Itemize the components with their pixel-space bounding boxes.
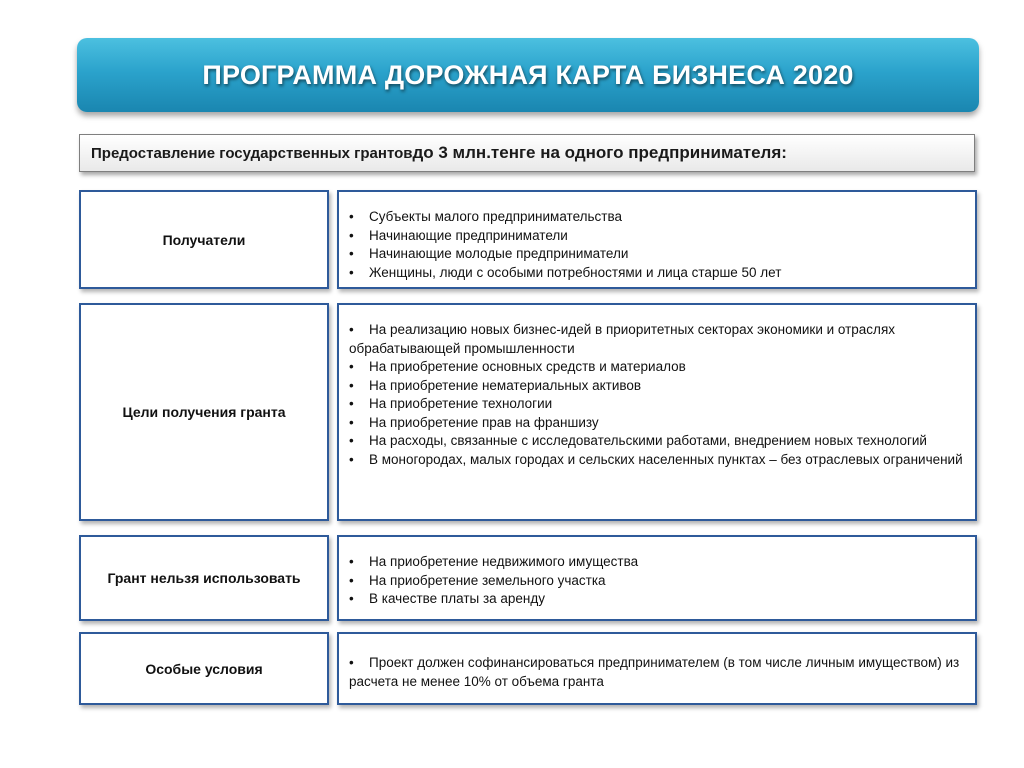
list-item (349, 377, 965, 396)
row-label-text: Особые условия (145, 660, 263, 677)
list-item-text: На приобретение прав на франшизу (369, 414, 599, 430)
subtitle-bar (79, 134, 975, 172)
row-label-text: Грант нельзя использовать (107, 570, 301, 586)
row-label-special-conditions (79, 632, 329, 705)
row-label-recipients (79, 190, 329, 289)
subtitle-text-part1: Предоставление государственных грантов (91, 144, 413, 162)
list-item-text: На приобретение нематериальных активов (369, 377, 642, 393)
list-item (349, 432, 965, 451)
list-item-text: На расходы, связанные с исследовательскими работами, внедрением новых технологий (369, 433, 927, 448)
bullet-marker: • (349, 396, 354, 411)
list-item-text: Проект должен софинансироваться предпринимателем (в том числе личным имуществом) из расчета не менее 10% от объема гранта (349, 655, 960, 689)
row-content-grant-purposes (337, 303, 977, 521)
bullet-marker: • (349, 264, 354, 280)
bullet-list (349, 321, 965, 469)
list-item-text: В качестве платы за аренду (369, 591, 546, 606)
list-item-text: На приобретение основных средств и материалов (369, 359, 686, 374)
bullet-marker: • (349, 591, 354, 606)
list-item (349, 590, 965, 609)
row-label-text: Получатели (162, 231, 246, 248)
list-item (349, 321, 965, 358)
list-item (349, 358, 965, 377)
bullet-marker: • (349, 572, 354, 588)
bullet-marker: • (349, 322, 354, 337)
list-item-text: На приобретение технологии (369, 396, 553, 411)
bullet-marker: • (349, 209, 354, 224)
list-item (349, 227, 965, 246)
list-item (349, 553, 965, 572)
row-content-special-conditions (337, 632, 977, 705)
bullet-marker: • (349, 451, 354, 467)
list-item-text: Начинающие предприниматели (369, 227, 568, 243)
list-item (349, 395, 965, 414)
list-item (349, 572, 965, 591)
page-title: ПРОГРАММА ДОРОЖНАЯ КАРТА БИЗНЕСА 2020 (202, 59, 854, 90)
list-item (349, 208, 965, 227)
row-label-restrictions (79, 535, 329, 621)
list-item (349, 451, 965, 470)
bullet-list (349, 553, 965, 609)
list-item (349, 414, 965, 433)
bullet-list (349, 208, 965, 282)
bullet-marker: • (349, 554, 354, 569)
bullet-marker: • (349, 246, 354, 261)
list-item (349, 654, 965, 691)
bullet-marker: • (349, 359, 354, 374)
list-item-text: Начинающие молодые предприниматели (369, 246, 629, 261)
subtitle-text-part2: до 3 млн.тенге на одного предпринимателя: (412, 143, 787, 162)
list-item-text: На приобретение недвижимого имущества (369, 554, 639, 569)
row-content-restrictions (337, 535, 977, 621)
bullet-marker: • (349, 655, 354, 670)
list-item-text: На приобретение земельного участка (369, 572, 606, 588)
bullet-marker: • (349, 227, 354, 243)
list-item-text: В моногородах, малых городах и сельских населенных пунктах – без отраслевых ограничений (369, 451, 963, 467)
list-item-text: Женщины, люди с особыми потребностями и лица старше 50 лет (369, 264, 782, 280)
title-banner (77, 38, 979, 112)
list-item (349, 245, 965, 264)
row-label-grant-purposes (79, 303, 329, 521)
list-item-text: Субъекты малого предпринимательства (369, 209, 623, 224)
bullet-marker: • (349, 433, 354, 448)
bullet-list (349, 654, 965, 691)
list-item (349, 264, 965, 283)
bullet-marker: • (349, 414, 354, 430)
row-label-text: Цели получения гранта (122, 404, 286, 420)
bullet-marker: • (349, 377, 354, 393)
row-content-recipients (337, 190, 977, 289)
list-item-text: На реализацию новых бизнес-идей в приоритетных секторах экономики и отраслях обрабатывающей промышленности (349, 322, 895, 356)
